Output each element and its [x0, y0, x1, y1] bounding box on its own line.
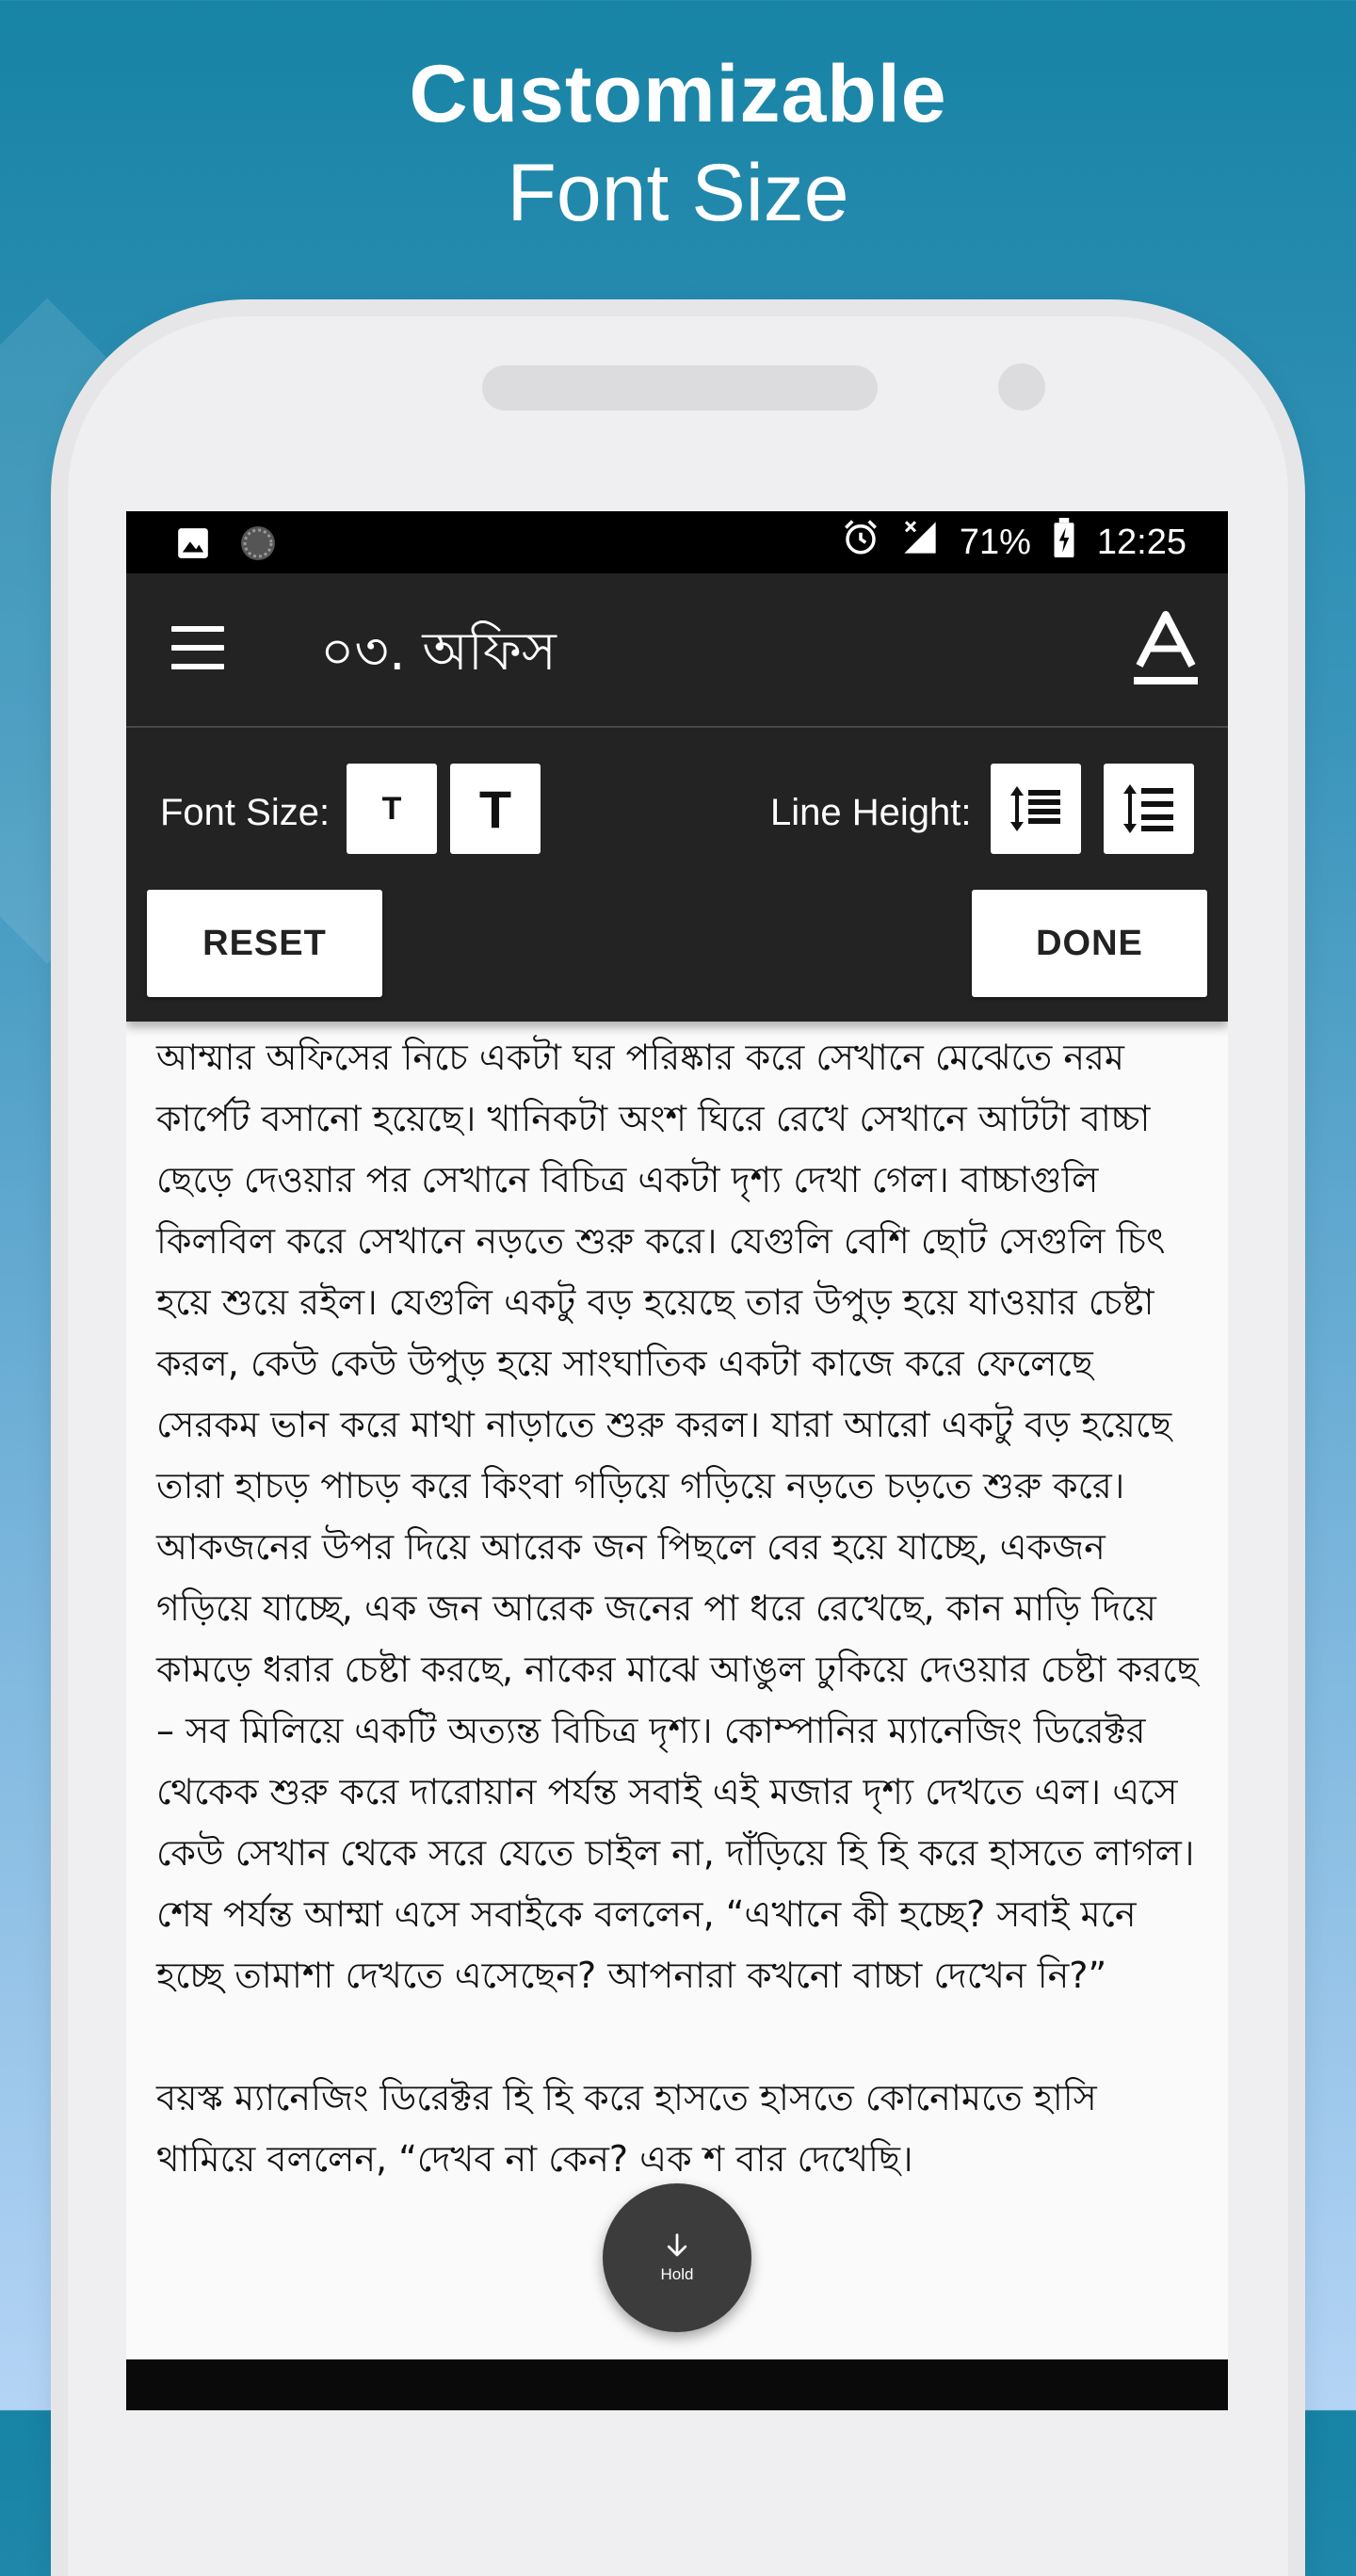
hamburger-menu-icon[interactable] [171, 626, 224, 669]
spinner-icon [239, 524, 277, 572]
phone-speaker [482, 365, 878, 411]
app-toolbar [126, 573, 1228, 728]
paragraph: বয়স্ক ম্যানেজিং ডিরেক্টর হি হি করে হাসতে হাসতে কোনোমতে হাসি থামিয়ে বললেন, “দেখব না কেন? এক শ বার দেখেছি। [156, 2077, 1097, 2180]
alarm-icon [841, 518, 880, 567]
battery-percent: 71% [959, 522, 1031, 562]
hold-label: Hold [660, 2265, 694, 2283]
reset-button[interactable]: RESET [147, 890, 382, 997]
done-button[interactable]: DONE [972, 890, 1207, 997]
arrow-down-icon [663, 2231, 691, 2260]
app-screen [126, 511, 1228, 2410]
promo-title: Customizable [409, 49, 947, 139]
font-settings-panel [126, 728, 1228, 1022]
line-spacing-decrease-icon [1008, 782, 1064, 835]
hold-fab-button[interactable] [603, 2183, 751, 2332]
chapter-content [156, 1027, 1202, 2251]
small-t-icon: T [381, 790, 402, 827]
large-t-icon: T [478, 779, 512, 839]
line-height-label: Line Height: [770, 792, 972, 833]
promo-header [0, 47, 1356, 245]
increase-font-button[interactable] [450, 764, 541, 854]
navigation-bar [126, 2359, 1228, 2410]
battery-charging-icon [1052, 518, 1076, 567]
increase-line-height-button[interactable] [1104, 764, 1194, 854]
promo-subtitle: Font Size [507, 148, 849, 238]
decrease-font-button[interactable] [347, 764, 437, 854]
font-format-icon[interactable] [1130, 611, 1202, 690]
decrease-line-height-button[interactable] [991, 764, 1081, 854]
signal-icon [901, 519, 939, 566]
clock: 12:25 [1096, 522, 1186, 562]
line-spacing-increase-icon [1121, 782, 1177, 835]
paragraph: আম্মার অফিসের নিচে একটা ঘর পরিষ্কার করে সেখানে মেঝেতে নরম কার্পেট বসানো হয়েছে। খানিকটা অংশ ঘিরে রেখে সেখানে আটটা বাচ্চা ছেড়ে দেওয়ার পর সেখানে বিচিত্র একটা দৃশ্য দেখা গেল। বাচ্চাগুলি কিলবিল করে সেখানে নড়তে শুরু করে। যেগুলি বেশি ছোট সেগুলি চিৎ হয়ে শুয়ে রইল। যেগুলি একটু বড় হয়েছে তার উপুড় হয়ে যাওয়ার চেষ্টা করল, কেউ কেউ উপুড় হয়ে সাংঘাতিক একটা কাজে করে ফেলেছে সেরকম ভান করে মাথা নাড়াতে শুরু করল। যারা আরো একটু বড় হয়েছে তারা হাচড় পাচড় করে কিংবা গড়িয়ে গড়িয়ে নড়তে চড়তে শুরু করে। আকজনের উপর দিয়ে আরেক জন পিছলে বের হয়ে যাচ্ছে, একজন গড়িয়ে যাচ্ছে, এক জন আরেক জনের পা ধরে রেখেছে, কান মাড়ি দিয়ে কামড়ে ধরার চেষ্টা করছে, নাকের মাঝে আঙুল ঢুকিয়ে দেওয়ার চেষ্টা করছে – সব মিলিয়ে একটি অত্যন্ত বিচিত্র দৃশ্য। কোম্পানির ম্যানেজিং ডিরেক্টর থেকেক শুরু করে দারোয়ান পর্যন্ত সবাই এই মজার দৃশ্য দেখতে এল। এসে কেউ সেখান থেকে সরে যেতে চাইল না, দাঁড়িয়ে হি হি করে হাসতে লাগল। শেষ পর্যন্ত আম্মা এসে সবাইকে বললেন, “এখানে কী হচ্ছে? সবাই মনে হচ্ছে তামাশা দেখতে এসেছেন? আপনারা কখনো বাচ্চা দেখেন নি?” [156, 1037, 1199, 1996]
font-size-label: Font Size: [160, 792, 331, 833]
status-bar [126, 511, 1228, 573]
phone-camera [998, 363, 1045, 411]
image-icon [175, 525, 211, 571]
chapter-title: ০৩. অফিস [320, 621, 557, 683]
